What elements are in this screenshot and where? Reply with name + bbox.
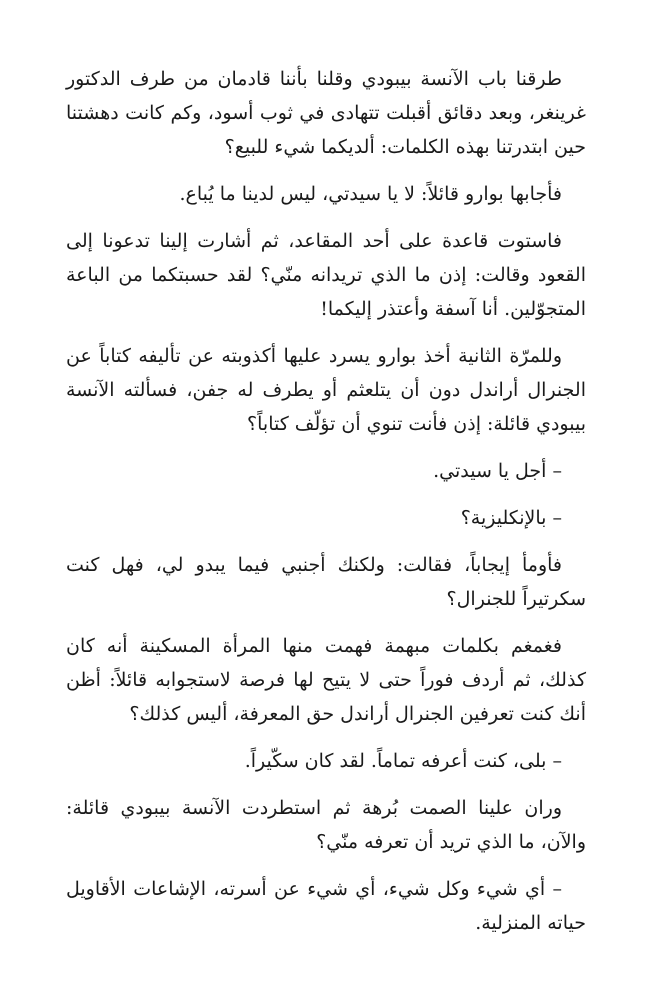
dialog-line-anything: – أي شيء وكل شيء، أي شيء عن أسرته، الإشاعات الأقاويل حياته المنزلية.: [66, 878, 586, 934]
paragraph-book-lie: وللمرّة الثانية أخذ بوارو يسرد عليها أكذوبته عن تأليفه كتاباً عن الجنرال أراندل دون أن يتلعثم أو يطرف له جفن، فسألته الآنسة بيبودي قائلة: إذن فأنت تنوي أن تؤلّف كتاباً؟: [66, 345, 586, 435]
paragraph-mumbled-words: فغمغم بكلمات مبهمة فهمت منها المرأة المسكينة أنه كان كذلك، ثم أردف فوراً حتى لا يتيح لها فرصة لاستجوابه قائلاً: أظن أنك كنت تعرفين الجنرال أراندل حق المعرفة، أليس كذلك؟: [66, 635, 586, 725]
paragraph-silence: وران علينا الصمت بُرهة ثم استطردت الآنسة بيبودي قائلة: والآن، ما الذي تريد أن تعرفه منّي؟: [66, 797, 586, 853]
dialog-line-in-english: – بالإنكليزية؟: [460, 507, 562, 529]
dialog-line-drunkard: – بلى، كنت أعرفه تماماً. لقد كان سكّيراً.: [244, 750, 562, 772]
book-page-text: [66, 62, 586, 953]
dialog-line-yes-madam: – أجل يا سيدتي.: [433, 460, 562, 482]
paragraph-poirot-reply: فأجابها بوارو قائلاً: لا يا سيدتي، ليس لدينا ما يُباع.: [179, 183, 562, 205]
paragraph-she-sits: فاستوت قاعدة على أحد المقاعد، ثم أشارت إلينا تدعونا إلى القعود وقالت: إذن ما الذي تريدانه منّي؟ لقد حسبتكما من الباعة المتجوّلين. أنا آسفة وأعتذر إليكما!: [66, 230, 587, 320]
paragraph-secretary-question: فأومأ إيجاباً، فقالت: ولكنك أجنبي فيما يبدو لي، فهل كنت سكرتيراً للجنرال؟: [66, 554, 586, 610]
paragraph-knock-door: طرقنا باب الآنسة بيبودي وقلنا بأننا قادمان من طرف الدكتور غرينغر، وبعد دقائق أقبلت تتهادى في ثوب أسود، وكم كانت دهشتنا حين ابتدرتنا بهذه الكلمات: ألديكما شيء للبيع؟: [66, 68, 586, 158]
